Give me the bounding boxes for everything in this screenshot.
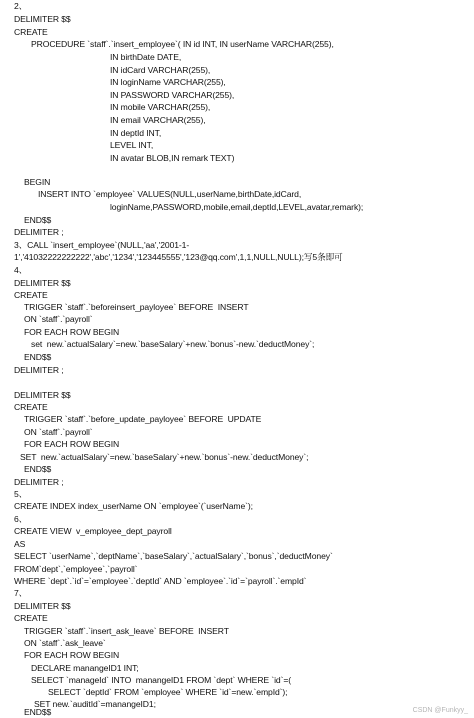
doc-line: IN deptId INT,: [110, 128, 162, 138]
doc-line: CREATE: [14, 613, 48, 623]
doc-line: DELIMITER $$: [14, 390, 71, 400]
doc-line: SELECT `deptId` FROM `employee` WHERE `id`=new.`empId`);: [48, 687, 288, 697]
doc-line: CREATE: [14, 402, 48, 412]
doc-line: SELECT `manageId` INTO manangeID1 FROM `dept` WHERE `id`=(: [31, 675, 292, 685]
doc-line: CREATE INDEX index_userName ON `employee`(`userName`);: [14, 501, 253, 511]
doc-line: DELIMITER ;: [14, 227, 64, 237]
doc-line: INSERT INTO `employee` VALUES(NULL,userName,birthDate,idCard,: [38, 189, 302, 199]
csdn-watermark: CSDN @Funkyy_: [412, 707, 468, 714]
doc-line: CREATE: [14, 27, 48, 37]
doc-line: IN idCard VARCHAR(255),: [110, 65, 211, 75]
doc-line: ON `staff`.`ask_leave`: [24, 638, 106, 648]
doc-line: IN loginName VARCHAR(255),: [110, 77, 226, 87]
doc-line: WHERE `dept`.`id`=`employee`.`deptId` AND `employee`.`id`=`payroll`.`empId`: [14, 576, 307, 586]
doc-line: TRIGGER `staff`.`beforeinsert_payloyee` BEFORE INSERT: [24, 302, 249, 312]
doc-line: IN mobile VARCHAR(255),: [110, 102, 211, 112]
doc-line: 3、CALL `insert_employee`(NULL,'aa','2001-1-: [14, 240, 190, 250]
doc-line: IN avatar BLOB,IN remark TEXT): [110, 153, 235, 163]
doc-line: ON `staff`.`payroll`: [24, 314, 93, 324]
doc-line: loginName,PASSWORD,mobile,email,deptId,LEVEL,avatar,remark);: [110, 202, 364, 212]
doc-line: SELECT `userName`,`deptName`,`baseSalary`,`actualSalary`,`bonus`,`deductMoney`: [14, 551, 333, 561]
doc-line: DELIMITER $$: [14, 14, 71, 24]
doc-line: FOR EACH ROW BEGIN: [24, 650, 120, 660]
doc-line: BEGIN: [24, 177, 51, 187]
doc-line: SET new.`actualSalary`=new.`baseSalary`+new.`bonus`-new.`deductMoney`;: [20, 452, 309, 462]
doc-line: FOR EACH ROW BEGIN: [24, 439, 120, 449]
doc-line: CREATE VIEW v_employee_dept_payroll: [14, 526, 172, 536]
doc-line: DELIMITER ;: [14, 477, 64, 487]
doc-line: PROCEDURE `staff`.`insert_employee`( IN id INT, IN userName VARCHAR(255),: [31, 39, 334, 49]
doc-line: END$$: [24, 352, 52, 362]
doc-line: SET new.`auditId`=manangeID1;: [34, 699, 156, 709]
doc-line: 2、: [14, 1, 28, 11]
doc-line: set new.`actualSalary`=new.`baseSalary`+new.`bonus`-new.`deductMoney`;: [31, 339, 315, 349]
doc-line: IN PASSWORD VARCHAR(255),: [110, 90, 235, 100]
doc-line: 6、: [14, 514, 28, 524]
doc-line: IN birthDate DATE,: [110, 52, 182, 62]
doc-line: LEVEL INT,: [110, 140, 154, 150]
doc-line: TRIGGER `staff`.`insert_ask_leave` BEFORE INSERT: [24, 626, 229, 636]
doc-line: FOR EACH ROW BEGIN: [24, 327, 120, 337]
doc-line: 5、: [14, 489, 28, 499]
doc-line: 4、: [14, 265, 28, 275]
doc-line: FROM`dept`,`employee`,`payroll`: [14, 564, 138, 574]
doc-line: DELIMITER $$: [14, 278, 71, 288]
doc-line: AS: [14, 539, 26, 549]
doc-line: 1','41032222222222','abc','1234','123445555','123@qq.com',1,1,NULL,NULL);写5条即可: [14, 252, 343, 262]
doc-line: IN email VARCHAR(255),: [110, 115, 206, 125]
doc-line: DECLARE manangeID1 INT;: [31, 663, 139, 673]
doc-line: END$$: [24, 707, 52, 717]
doc-line: CREATE: [14, 290, 48, 300]
doc-line: DELIMITER ;: [14, 365, 64, 375]
doc-line: END$$: [24, 464, 52, 474]
doc-line: TRIGGER `staff`.`before_update_payloyee` BEFORE UPDATE: [24, 414, 262, 424]
doc-line: ON `staff`.`payroll`: [24, 427, 93, 437]
doc-line: 7、: [14, 588, 28, 598]
doc-line: END$$: [24, 215, 52, 225]
doc-line: DELIMITER $$: [14, 601, 71, 611]
